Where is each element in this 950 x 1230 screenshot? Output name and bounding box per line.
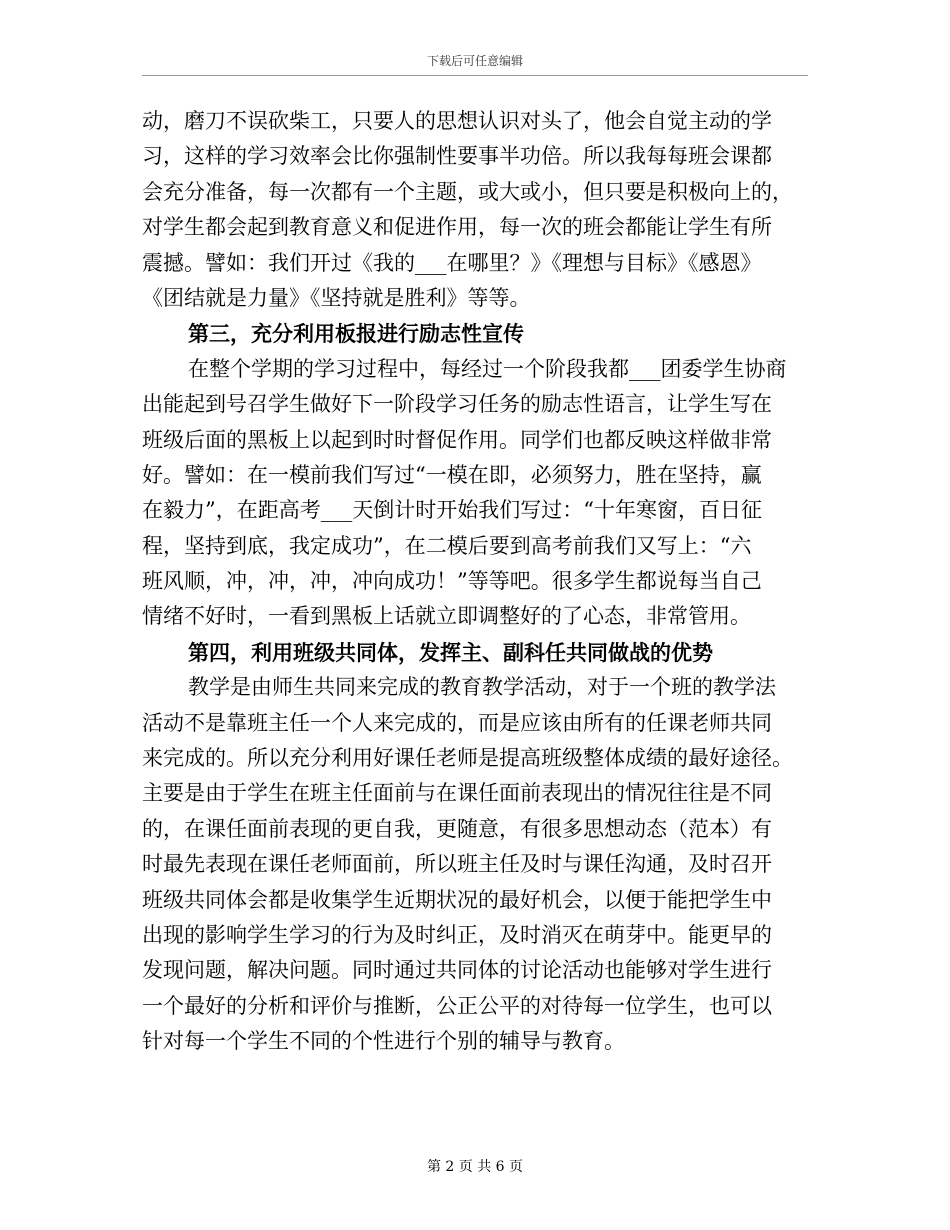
- document-body: [142, 104, 808, 1060]
- text-line: 班级后面的黑板上以起到时时督促作用。同学们也都反映这样做非常: [142, 427, 772, 452]
- text-line: 《团结就是力量》《坚持就是胜利》等等。: [142, 285, 531, 310]
- text-line: 出能起到号召学生做好下一阶段学习任务的励志性语言，让学生写在: [142, 392, 772, 417]
- text-line: 震撼。譬如：我们开过《我的___在哪里？》《理想与目标》《感恩》: [142, 250, 762, 275]
- text-line: 动，磨刀不误砍柴工，只要人的思想认识对头了，他会自觉主动的学: [142, 109, 772, 133]
- text-line: 情绪不好时，一看到黑板上话就立即调整好的了心态，非常管用。: [142, 604, 751, 629]
- text-line: 时最先表现在课任老师面前，所以班主任及时与课任沟通，及时召开: [142, 852, 772, 877]
- text-line: 发现问题，解决问题。同时通过共同体的讨论活动也能够对学生进行: [142, 958, 772, 983]
- paragraph: [142, 352, 808, 635]
- text-line: 来完成的。所以充分利用好课任老师是提高班级整体成绩的最好途径。: [142, 746, 793, 771]
- header-divider: [142, 75, 808, 76]
- text-line: 一个最好的分析和评价与推断，公正公平的对待每一位学生，也可以: [142, 993, 772, 1018]
- text-line: 好。譬如：在一模前我们写过“一模在即，必须努力，胜在坚持，赢: [142, 462, 762, 487]
- section-heading: [142, 635, 808, 670]
- text-line: 习，这样的学习效率会比你强制性要事半功倍。所以我每每班会课都: [142, 144, 772, 169]
- paragraph: [142, 104, 808, 316]
- page-header: 下载后可任意编辑: [426, 54, 523, 68]
- text-line: 第三，充分利用板报进行励志性宣传: [188, 321, 524, 347]
- text-line: 教学是由师生共同来完成的教育教学活动，对于一个班的教学法: [188, 675, 776, 700]
- text-line: 会充分准备，每一次都有一个主题，或大或小，但只要是积极向上的，: [142, 179, 793, 204]
- text-line: 的，在课任面前表现的更自我，更随意，有很多思想动态（范本）有: [142, 816, 772, 841]
- text-line: 第四，利用班级共同体，发挥主、副科任共同做战的优势: [188, 639, 713, 665]
- text-line: 主要是由于学生在班主任面前与在课任面前表现出的情况往往是不同: [142, 781, 772, 806]
- text-line: 出现的影响学生学习的行为及时纠正，及时消灭在萌芽中。能更早的: [142, 922, 772, 947]
- text-line: 程，坚持到底，我定成功”，在二模后要到高考前我们又写上：“六: [142, 533, 752, 558]
- paragraph: [142, 670, 808, 1059]
- text-line: 对学生都会起到教育意义和促进作用，每一次的班会都能让学生有所: [142, 215, 772, 240]
- text-line: 在毅力”，在距高考___天倒计时开始我们写过：“十年寒窗，百日征: [142, 498, 762, 523]
- section-heading: [142, 316, 808, 351]
- text-line: 班级共同体会都是收集学生近期状况的最好机会，以便于能把学生中: [142, 887, 772, 912]
- text-line: 针对每一个学生不同的个性进行个别的辅导与教育。: [142, 1029, 625, 1054]
- text-line: 活动不是靠班主任一个人来完成的，而是应该由所有的任课老师共同: [142, 710, 772, 735]
- text-line: 班风顺，冲，冲，冲，冲向成功！”等等吧。很多学生都说每当自己: [142, 569, 762, 594]
- text-line: 在整个学期的学习过程中，每经过一个阶段我都___团委学生协商: [188, 356, 787, 381]
- page-footer: 第 2 页 共 6 页: [426, 1159, 524, 1175]
